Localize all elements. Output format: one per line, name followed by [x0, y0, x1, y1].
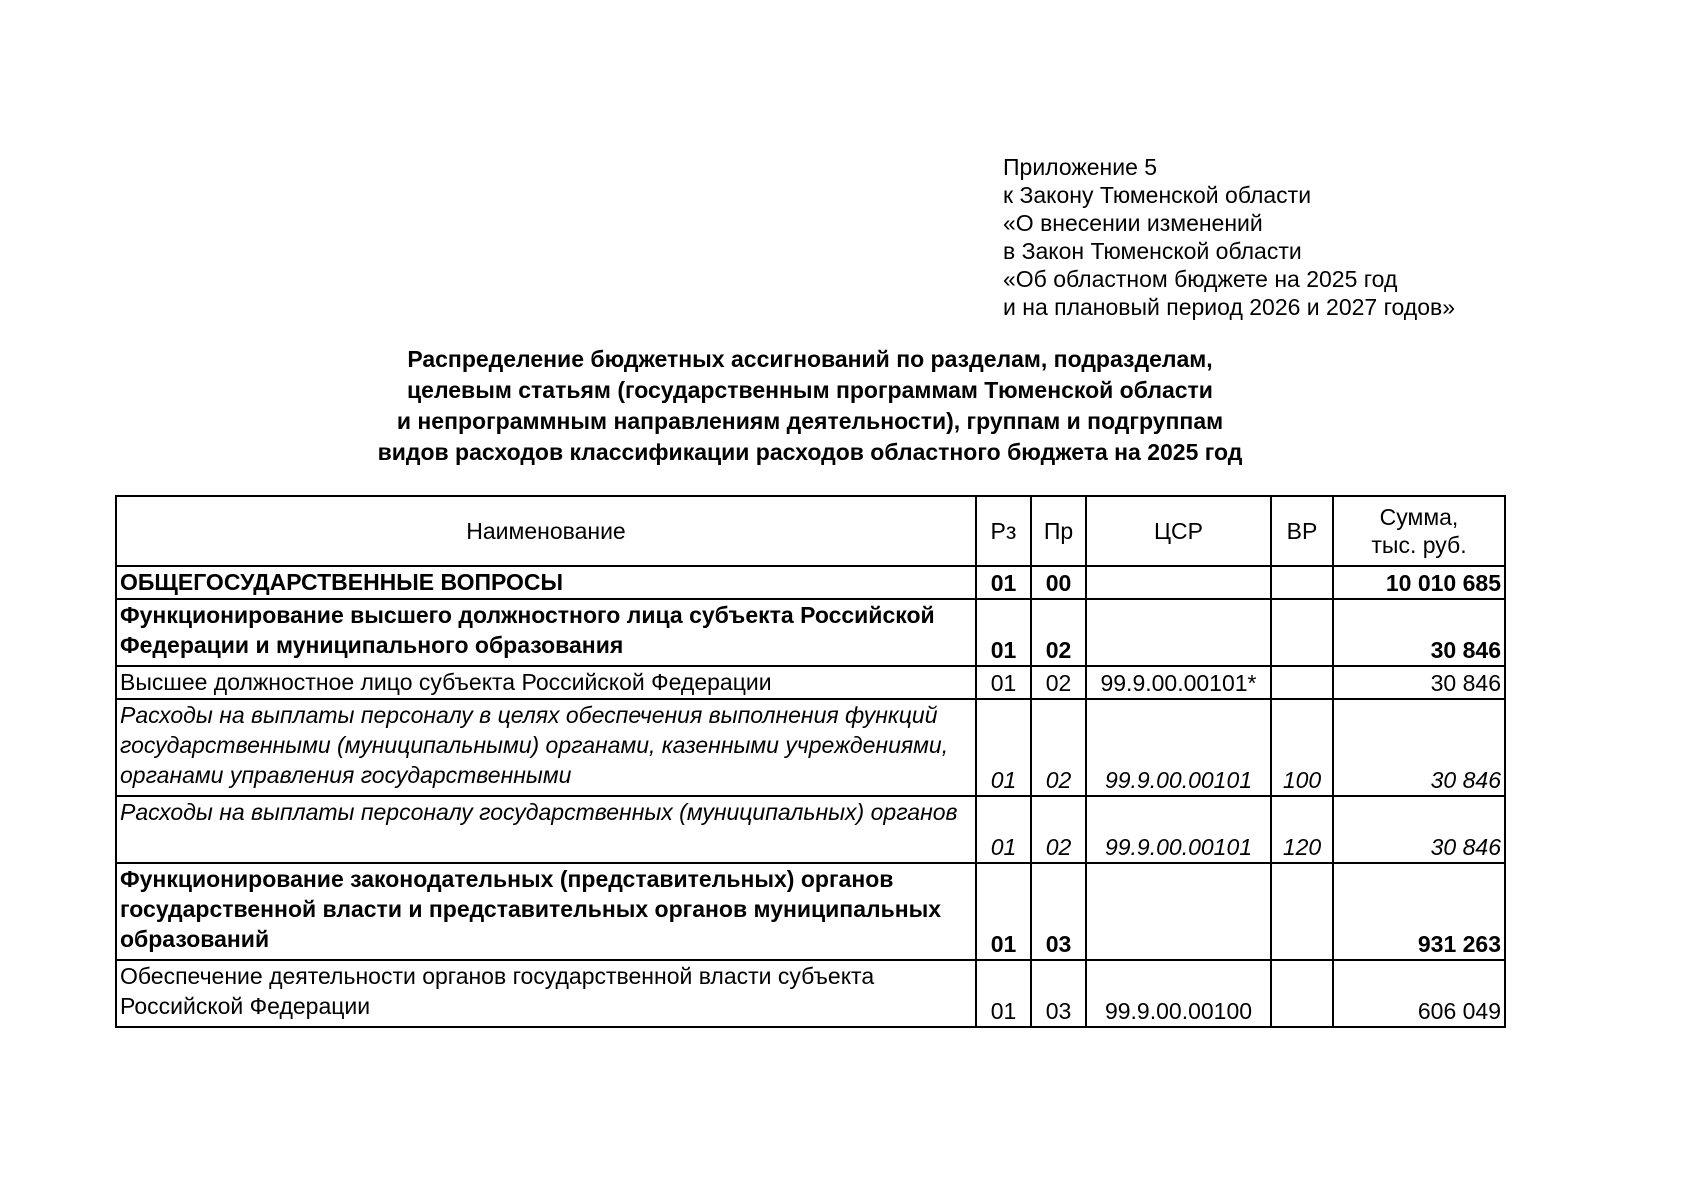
- cell-vr: [1271, 863, 1333, 960]
- cell-sum: 606 049: [1333, 960, 1505, 1027]
- appendix-line: и на плановый период 2026 и 2027 годов»: [1003, 294, 1455, 320]
- cell-csr: [1086, 566, 1271, 599]
- cell-csr: [1086, 599, 1271, 666]
- header-vr: ВР: [1271, 496, 1333, 566]
- cell-rz: 01: [976, 566, 1031, 599]
- table-row: [116, 599, 1505, 666]
- cell-vr: [1271, 960, 1333, 1027]
- cell-name: ОБЩЕГОСУДАРСТВЕННЫЕ ВОПРОСЫ: [116, 566, 976, 599]
- appendix-line: «Об областном бюджете на 2025 год: [1003, 266, 1398, 292]
- cell-name: Функционирование высшего должностного лица субъекта Российской Федерации и муниципального образования: [116, 599, 976, 666]
- cell-pr: 03: [1031, 960, 1086, 1027]
- cell-rz: 01: [976, 796, 1031, 863]
- cell-sum: 10 010 685: [1333, 566, 1505, 599]
- cell-rz: 01: [976, 666, 1031, 699]
- appendix-line: к Закону Тюменской области: [1003, 182, 1312, 208]
- appendix-line: «О внесении изменений: [1003, 210, 1263, 236]
- cell-vr: [1271, 666, 1333, 699]
- cell-vr: [1271, 566, 1333, 599]
- header-pr: Пр: [1031, 496, 1086, 566]
- cell-pr: 03: [1031, 863, 1086, 960]
- cell-name: Расходы на выплаты персоналу в целях обеспечения выполнения функций государственными (муниципальными) органами, казенными учреждениями, органами управления государственными: [116, 699, 976, 796]
- cell-sum: 30 846: [1333, 796, 1505, 863]
- table-row: [116, 863, 1505, 960]
- cell-pr: 02: [1031, 796, 1086, 863]
- table-row: [116, 796, 1505, 863]
- cell-pr: 02: [1031, 599, 1086, 666]
- header-csr: ЦСР: [1086, 496, 1271, 566]
- cell-csr: 99.9.00.00101*: [1086, 666, 1271, 699]
- cell-name: Высшее должностное лицо субъекта Российской Федерации: [116, 666, 976, 699]
- cell-csr: 99.9.00.00101: [1086, 699, 1271, 796]
- cell-sum: 931 263: [1333, 863, 1505, 960]
- header-name: Наименование: [116, 496, 976, 566]
- budget-table: [115, 495, 1506, 1028]
- cell-pr: 02: [1031, 699, 1086, 796]
- document-title: [220, 344, 1400, 468]
- cell-rz: 01: [976, 960, 1031, 1027]
- cell-rz: 01: [976, 599, 1031, 666]
- title-line: видов расходов классификации расходов областного бюджета на 2025 год: [377, 439, 1243, 465]
- cell-vr: 120: [1271, 796, 1333, 863]
- appendix-note: [1003, 153, 1455, 321]
- table-row: [116, 566, 1505, 599]
- table-row: [116, 699, 1505, 796]
- table-row: [116, 960, 1505, 1027]
- title-line: и непрограммным направлениям деятельности), группам и подгруппам: [396, 408, 1224, 434]
- cell-pr: 02: [1031, 666, 1086, 699]
- cell-name: Расходы на выплаты персоналу государственных (муниципальных) органов: [116, 796, 976, 863]
- cell-name: Функционирование законодательных (представительных) органов государственной власти и представительных органов муниципальных образований: [116, 863, 976, 960]
- cell-csr: 99.9.00.00101: [1086, 796, 1271, 863]
- cell-sum: 30 846: [1333, 599, 1505, 666]
- cell-rz: 01: [976, 863, 1031, 960]
- header-rz: Рз: [976, 496, 1031, 566]
- cell-sum: 30 846: [1333, 699, 1505, 796]
- cell-csr: 99.9.00.00100: [1086, 960, 1271, 1027]
- header-sum: Сумма, тыс. руб.: [1333, 496, 1505, 566]
- title-line: целевым статьям (государственным программам Тюменской области: [407, 377, 1213, 403]
- appendix-line: в Закон Тюменской области: [1003, 238, 1302, 264]
- table-header-row: [116, 496, 1505, 566]
- cell-vr: [1271, 599, 1333, 666]
- cell-csr: [1086, 863, 1271, 960]
- table-row: [116, 666, 1505, 699]
- cell-rz: 01: [976, 699, 1031, 796]
- cell-pr: 00: [1031, 566, 1086, 599]
- cell-sum: 30 846: [1333, 666, 1505, 699]
- cell-name: Обеспечение деятельности органов государственной власти субъекта Российской Федерации: [116, 960, 976, 1027]
- appendix-line: Приложение 5: [1003, 154, 1158, 180]
- cell-vr: 100: [1271, 699, 1333, 796]
- title-line: Распределение бюджетных ассигнований по разделам, подразделам,: [407, 346, 1213, 372]
